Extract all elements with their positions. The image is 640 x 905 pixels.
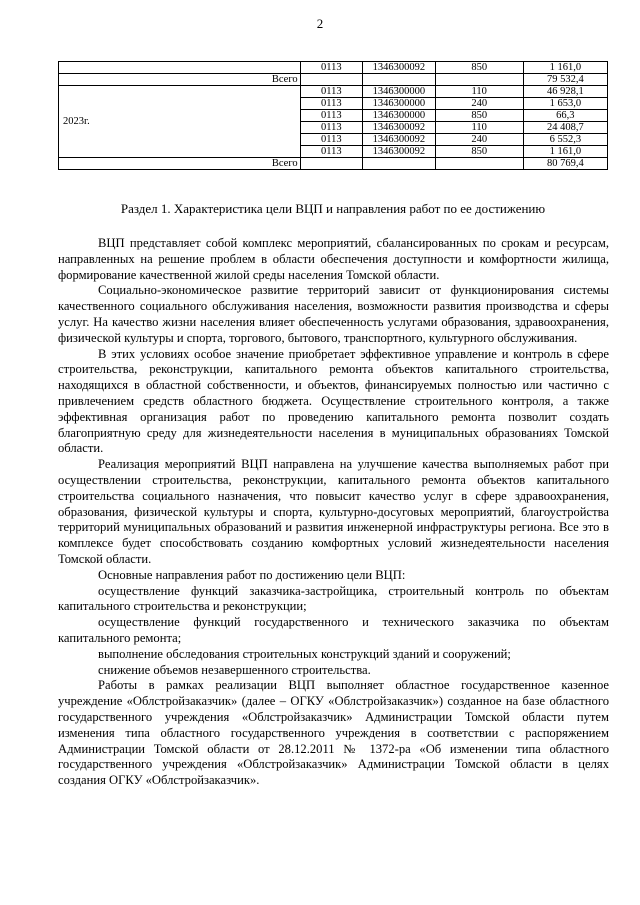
code-cell: 0113	[300, 110, 362, 122]
total-amount: 79 532,4	[523, 74, 607, 86]
code-cell: 0113	[300, 98, 362, 110]
section-title: Раздел 1. Характеристика цели ВЦП и направления работ по ее достижению	[120, 201, 546, 216]
total-row	[59, 158, 608, 170]
code-cell: 0113	[300, 86, 362, 98]
budget-table	[58, 61, 608, 170]
amount-cell: 1 161,0	[523, 146, 607, 158]
amount-cell: 1 161,0	[523, 62, 607, 74]
target-cell: 1346300092	[363, 62, 436, 74]
amount-cell: 66,3	[523, 110, 607, 122]
target-cell: 1346300092	[363, 146, 436, 158]
target-cell: 1346300000	[363, 98, 436, 110]
page-number: 2	[316, 16, 324, 31]
code-cell: 0113	[300, 146, 362, 158]
amount-cell: 6 552,3	[523, 134, 607, 146]
type-cell: 240	[435, 98, 523, 110]
code-cell: 0113	[300, 122, 362, 134]
amount-cell: 46 928,1	[523, 86, 607, 98]
total-row	[59, 74, 608, 86]
type-cell: 110	[435, 122, 523, 134]
list-item: осуществление функций заказчика-застройщика, строительный контроль по объектам капитального строительства и реконструкции;	[58, 583, 609, 614]
total-amount: 80 769,4	[523, 158, 607, 170]
amount-cell: 1 653,0	[523, 98, 607, 110]
target-cell: 1346300092	[363, 122, 436, 134]
list-item: осуществление функций государственного и технического заказчика по объектам капитального ремонта;	[58, 615, 609, 645]
paragraph: ВЦП представляет собой комплекс мероприятий, сбалансированных по срокам и ресурсам, направленных на решение проблем в области обеспечения доступности и комфортности жилища, формирование качественной жилой среды населения Томской области.	[58, 236, 609, 282]
table-row	[59, 86, 608, 98]
paragraph: Основные направления работ по достижению цели ВЦП:	[98, 567, 406, 582]
target-cell: 1346300092	[363, 134, 436, 146]
list-item: снижение объемов незавершенного строительства.	[98, 662, 371, 677]
paragraph: Социально-экономическое развитие территорий зависит от функционирования системы качественного социального обслуживания населения, возможности развития производства и сферы услуг. На качество жизни населения влияет обеспеченность услугами образования, здравоохранения, физической культуры и спорта, торгового, бытового, транспортного, культурного обслуживания.	[58, 283, 609, 345]
paragraph: В этих условиях особое значение приобретает эффективное управление и контроль в сфере строительства, реконструкции, капитального ремонта объектов капитального строительства, находящихся в областной собственности, и объектов, финансируемых полностью или частично с привлечением средств областного бюджета. Осуществление строительного контроля, а также эффективная организация работ по проведению капитального ремонта позволит создать благоприятную среду для жизнедеятельности населения в муниципальных образованиях Томской области.	[58, 346, 609, 456]
type-cell: 850	[435, 110, 523, 122]
type-cell: 110	[435, 86, 523, 98]
body-text	[58, 236, 609, 789]
year-cell	[59, 62, 301, 74]
total-label: Всего	[59, 158, 301, 170]
target-cell: 1346300000	[363, 110, 436, 122]
amount-cell: 24 408,7	[523, 122, 607, 134]
year-label: 2023г.	[59, 86, 301, 158]
type-cell: 240	[435, 134, 523, 146]
code-cell: 0113	[300, 62, 362, 74]
table-row	[59, 62, 608, 74]
code-cell: 0113	[300, 134, 362, 146]
type-cell: 850	[435, 146, 523, 158]
paragraph: Реализация мероприятий ВЦП направлена на улучшение качества выполняемых работ при осуществлении строительства, реконструкции, капитального ремонта объектов капитального строительства социального назначения, что повысит качество услуг в сфере здравоохранения, образования, физической культуры и спорта, культурно-досуговых мероприятий, благоустройства территорий муниципальных образований и развития инженерной инфраструктуры региона. Все это в комплексе будет способствовать созданию комфортных условий жизнедеятельности населения Томской области.	[58, 457, 609, 566]
target-cell: 1346300000	[363, 86, 436, 98]
list-item: выполнение обследования строительных конструкций зданий и сооружений;	[98, 646, 511, 661]
total-label: Всего	[59, 74, 301, 86]
type-cell: 850	[435, 62, 523, 74]
paragraph: Работы в рамках реализации ВЦП выполняет областное государственное казенное учреждение «Облстройзаказчик» (далее – ОГКУ «Облстройзаказчик») созданное на базе областного государственного учреждения «Облстройзаказчик» Администрации Томской области путем изменения типа областного государственного учреждения в соответствии с распоряжением Администрации Томской области от 28.12.2011 № 1372-ра «Об изменении типа областного государственного учреждения «Облстройзаказчик» Администрации Томской области в целях создания ОГКУ «Облстройзаказчик».	[58, 678, 609, 788]
